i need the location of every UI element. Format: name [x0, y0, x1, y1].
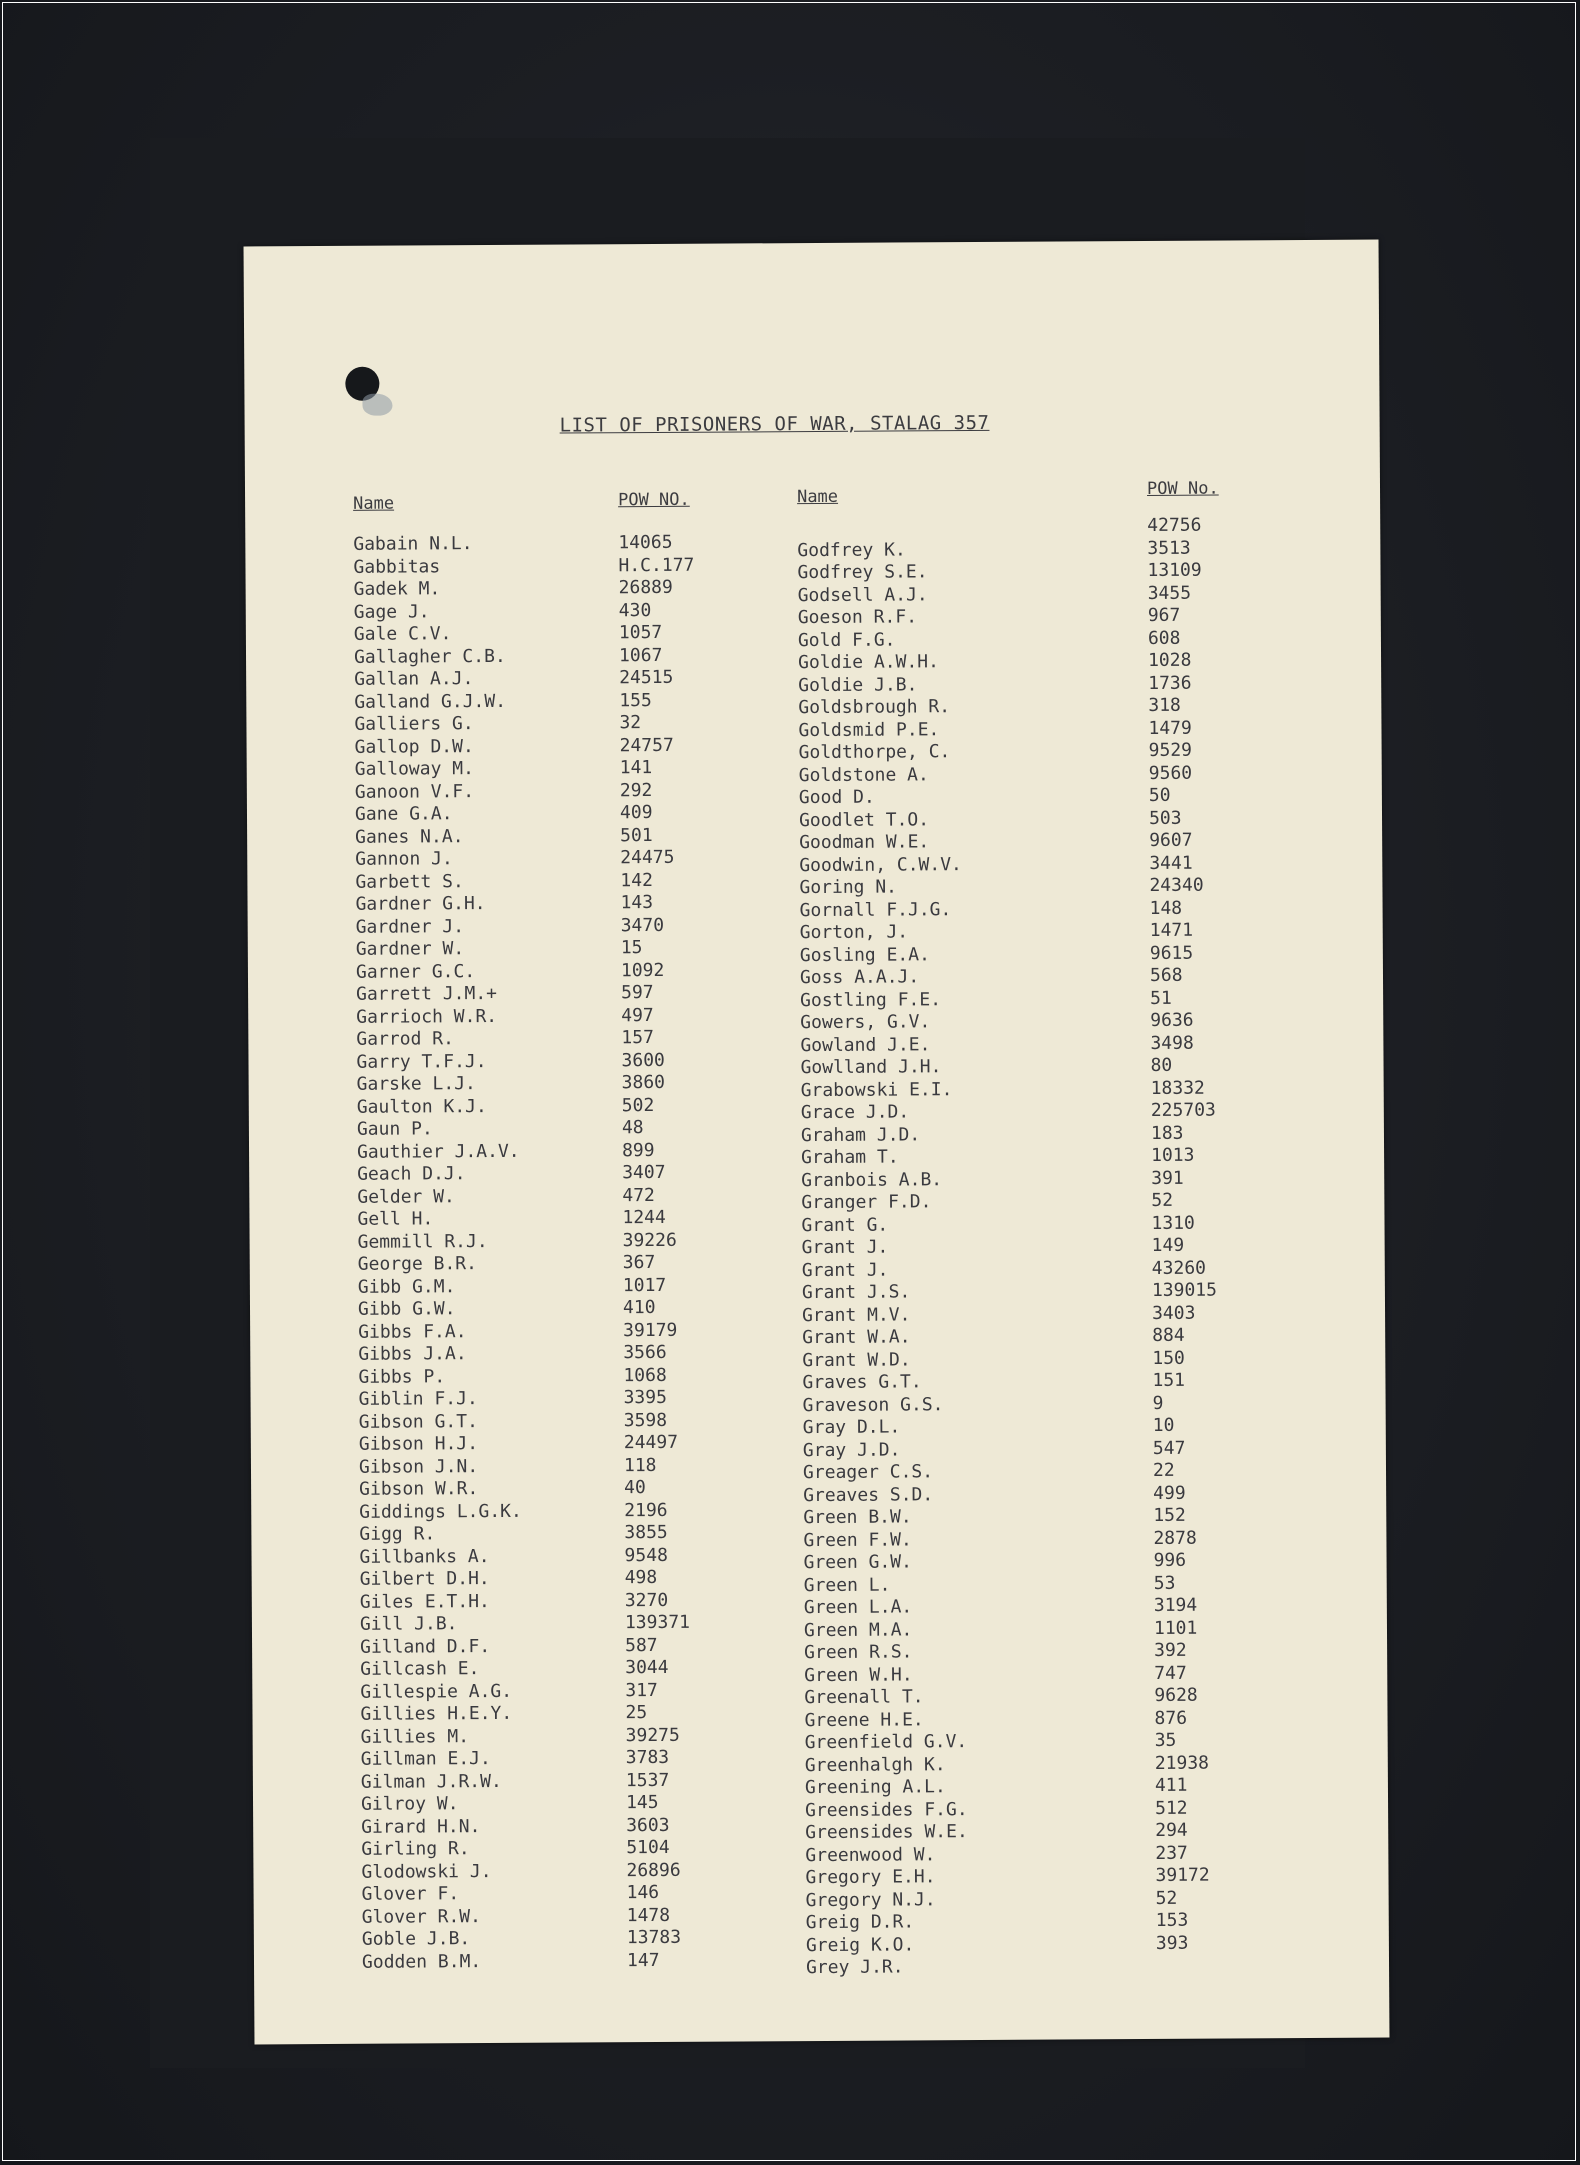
prisoner-name: Greig D.R. — [805, 1911, 915, 1934]
pow-number: 967 — [1147, 604, 1181, 626]
pow-number: 1028 — [1148, 649, 1192, 671]
pow-number: 3513 — [1147, 537, 1191, 559]
pow-number: 499 — [1153, 1482, 1186, 1504]
scan-border — [2, 2, 1576, 2161]
pow-number: 150 — [1152, 1347, 1185, 1369]
pow-number: 143 — [620, 891, 654, 914]
prisoner-name: Gaulton K.J. — [356, 1095, 487, 1118]
prisoner-name: Granbois A.B. — [801, 1168, 943, 1191]
prisoner-name: Giddings L.G.K. — [359, 1500, 522, 1523]
prisoner-name: Gregory E.H. — [805, 1866, 936, 1889]
prisoner-name: Gigg R. — [359, 1523, 436, 1545]
prisoner-name: Glover F. — [361, 1883, 460, 1905]
pow-number: 3860 — [621, 1071, 666, 1094]
prisoner-name: Gillies H.E.Y. — [360, 1702, 513, 1725]
pow-number: 367 — [622, 1251, 656, 1274]
prisoner-name: Garner G.C. — [355, 960, 476, 983]
pow-number: 393 — [1155, 1932, 1189, 1954]
pow-number: 18332 — [1150, 1077, 1205, 1099]
pow-number: 21938 — [1154, 1752, 1210, 1774]
pow-number: 1017 — [622, 1274, 667, 1296]
pow-number: 1013 — [1151, 1144, 1195, 1166]
prisoner-name: Gilman J.R.W. — [360, 1770, 502, 1793]
prisoner-name: Gilbert D.H. — [359, 1568, 490, 1590]
pow-number: 318 — [1148, 694, 1181, 716]
prisoner-name: Goodlet T.O. — [798, 808, 930, 831]
pow-number: 1092 — [620, 959, 665, 981]
prisoner-name: Giblin F.J. — [358, 1388, 478, 1410]
pow-number: 39179 — [623, 1319, 678, 1341]
pow-number: 237 — [1155, 1842, 1188, 1864]
pow-number: 24515 — [619, 666, 674, 689]
pow-number: 141 — [619, 756, 653, 779]
prisoner-name: Gilroy W. — [360, 1793, 459, 1815]
prisoner-name: Greenhalgh K. — [804, 1753, 946, 1776]
pow-number: 501 — [620, 824, 653, 846]
pow-number: 24475 — [620, 846, 675, 869]
pow-number: 9548 — [624, 1544, 668, 1566]
prisoner-name: Gallagher C.B. — [353, 645, 506, 668]
prisoner-name: Gorton, J. — [799, 921, 909, 944]
pow-number: 411 — [1154, 1774, 1188, 1796]
pow-number: 391 — [1151, 1167, 1184, 1189]
pow-number: 3395 — [623, 1386, 667, 1409]
pow-number: 597 — [621, 981, 654, 1004]
prisoner-name: Gabain N.L. — [353, 533, 473, 555]
pow-number: 3407 — [622, 1161, 666, 1184]
prisoner-name: Girard H.N. — [361, 1815, 481, 1838]
pow-number: 430 — [618, 599, 652, 621]
pow-number: 9 — [1152, 1392, 1164, 1414]
pow-number: 1736 — [1148, 672, 1192, 694]
prisoner-name: Greensides F.G. — [805, 1798, 968, 1821]
pow-number: 26889 — [618, 576, 673, 599]
prisoner-name: Gelder W. — [357, 1185, 455, 1208]
prisoner-name: Godsell A.J. — [797, 583, 928, 606]
prisoner-name: Gregory N.J. — [805, 1888, 936, 1911]
prisoner-name: Garrod R. — [356, 1028, 454, 1050]
pow-number: 3194 — [1153, 1594, 1198, 1616]
pow-number: 155 — [619, 689, 652, 711]
pow-number: 1471 — [1149, 919, 1194, 941]
pow-number: 39275 — [625, 1724, 680, 1746]
pow-number: 24757 — [619, 734, 674, 756]
pow-number: 3044 — [625, 1656, 669, 1679]
prisoner-name: Graves G.T. — [802, 1371, 922, 1394]
pow-number: 9615 — [1149, 942, 1194, 964]
pow-number: 392 — [1154, 1639, 1187, 1661]
prisoner-name: Gillbanks A. — [359, 1545, 490, 1568]
pow-number: 14065 — [618, 531, 673, 554]
pow-number: 39172 — [1155, 1864, 1210, 1886]
prisoner-name: Greening A.L. — [804, 1776, 946, 1799]
prisoner-name: Gosling E.A. — [799, 943, 930, 966]
pow-number: 547 — [1152, 1437, 1186, 1459]
pow-number: 9529 — [1148, 739, 1193, 761]
pow-number: 3498 — [1150, 1032, 1194, 1054]
prisoner-name: Good D. — [798, 786, 875, 809]
pow-number: 2196 — [624, 1499, 668, 1521]
prisoner-name: Goldie J.B. — [798, 673, 918, 696]
pow-number: 24340 — [1149, 874, 1204, 896]
right-pow-header: POW No. — [1146, 478, 1219, 499]
pow-number: 884 — [1152, 1324, 1185, 1346]
prisoner-name: Green W.H. — [804, 1663, 913, 1686]
pow-number: 9636 — [1150, 1009, 1194, 1031]
prisoner-name: Grant G. — [801, 1214, 889, 1236]
pow-number: 3403 — [1151, 1302, 1196, 1324]
pow-number: 142 — [620, 869, 653, 891]
pow-number: 43260 — [1151, 1257, 1207, 1279]
prisoner-name: Gibson H.J. — [358, 1433, 479, 1455]
pow-number: 1057 — [618, 621, 663, 644]
pow-number: 1537 — [625, 1769, 670, 1791]
prisoner-name: Gray D.L. — [802, 1416, 901, 1439]
prisoner-name: Green F.W. — [803, 1528, 912, 1551]
prisoner-name: George B.R. — [357, 1253, 478, 1275]
prisoner-name: Greenfield G.V. — [804, 1731, 968, 1754]
prisoner-name: Gillcash E. — [360, 1658, 480, 1680]
prisoner-name: Galland G.J.W. — [354, 690, 507, 713]
prisoner-name: Graveson G.S. — [802, 1393, 944, 1416]
prisoner-name: Garbett S. — [355, 870, 464, 893]
document-title: LIST OF PRISONERS OF WAR, STALAG 357 — [559, 411, 990, 437]
prisoner-name: Godfrey K. — [797, 538, 906, 561]
pow-number: 151 — [1152, 1369, 1186, 1391]
prisoner-name: Gillespie A.G. — [360, 1680, 513, 1703]
prisoner-name: Gardner J. — [355, 915, 465, 938]
pow-number: 747 — [1154, 1662, 1187, 1684]
pow-number: 3270 — [624, 1589, 669, 1611]
pow-number: 497 — [621, 1004, 654, 1026]
prisoner-name: Gaun P. — [356, 1118, 433, 1140]
pow-number: 3855 — [624, 1521, 668, 1544]
pow-number: 32 — [619, 712, 642, 734]
pow-number: 50 — [1148, 784, 1171, 806]
pow-number: 503 — [1148, 807, 1182, 829]
pow-number: 502 — [621, 1094, 655, 1116]
pow-number: 52 — [1155, 1887, 1178, 1909]
pow-number: 139371 — [624, 1611, 691, 1634]
prisoner-name: Goring N. — [799, 876, 898, 899]
prisoner-name: Gornall F.J.G. — [799, 898, 952, 921]
pow-number: 118 — [623, 1454, 657, 1476]
pow-number: 3600 — [621, 1049, 665, 1071]
pow-number: 5104 — [626, 1836, 670, 1859]
prisoner-name: Garry T.F.J. — [356, 1050, 487, 1073]
pow-number: 52 — [1151, 1189, 1174, 1211]
pow-number: 1101 — [1153, 1617, 1198, 1639]
pow-number: 183 — [1150, 1122, 1184, 1144]
prisoner-name: Gallop D.W. — [354, 735, 474, 758]
pow-number: 9607 — [1149, 829, 1193, 851]
pow-number: H.C.177 — [618, 554, 695, 576]
pow-number: 10 — [1152, 1414, 1175, 1436]
pow-number: 1478 — [626, 1904, 671, 1926]
pow-number: 48 — [621, 1117, 644, 1139]
prisoner-name: Greenwood W. — [805, 1843, 936, 1866]
pow-number: 15 — [620, 937, 643, 959]
right-name-header: Name — [796, 486, 839, 508]
pow-number: 148 — [1149, 897, 1183, 919]
prisoner-name: Goeson R.F. — [797, 606, 918, 629]
pow-number: 899 — [621, 1139, 655, 1161]
prisoner-name: Garrett J.M.+ — [356, 982, 498, 1005]
pow-number: 996 — [1153, 1549, 1187, 1571]
prisoner-name: Gowland J.E. — [800, 1033, 931, 1056]
pow-number: 9628 — [1154, 1684, 1198, 1706]
pow-number: 410 — [622, 1296, 656, 1319]
prisoner-name: Gray J.D. — [802, 1438, 901, 1461]
prisoner-name: Grant W.A. — [802, 1326, 911, 1349]
prisoner-name: Grant J. — [801, 1259, 889, 1281]
prisoner-name: Gillman E.J. — [360, 1748, 491, 1770]
pow-number: 13109 — [1147, 559, 1202, 581]
pow-number: 26896 — [626, 1859, 681, 1881]
prisoner-name: Godfrey S.E. — [797, 561, 928, 584]
pow-number: 608 — [1147, 627, 1181, 649]
prisoner-name: Green M.A. — [803, 1618, 913, 1641]
prisoner-name: Gardner G.H. — [355, 893, 486, 915]
prisoner-name: Gill J.B. — [359, 1613, 458, 1635]
prisoner-name: Giles E.T.H. — [359, 1590, 490, 1613]
pow-number: 53 — [1153, 1572, 1176, 1594]
prisoner-name: Gibson W.R. — [359, 1478, 479, 1500]
pow-number: 1244 — [622, 1206, 666, 1229]
pow-number: 9560 — [1148, 762, 1193, 784]
pow-number: 294 — [1155, 1819, 1188, 1841]
prisoner-name: Gauthier J.A.V. — [356, 1140, 520, 1163]
pow-number: 472 — [622, 1184, 655, 1206]
prisoner-name: Goldthorpe, C. — [798, 741, 951, 764]
prisoner-name: Gowers, G.V. — [800, 1011, 931, 1034]
pow-number: 2878 — [1153, 1527, 1197, 1549]
prisoner-name: Gadek M. — [353, 578, 441, 600]
prisoner-name: Granger F.D. — [801, 1191, 932, 1214]
prisoner-name: Glodowski J. — [361, 1860, 492, 1883]
prisoner-name: Goldstone A. — [798, 763, 929, 786]
prisoner-name: Gallan A.J. — [354, 668, 474, 690]
prisoner-name: Garrioch W.R. — [356, 1005, 498, 1028]
prisoner-name: Goldsmid P.E. — [798, 718, 940, 741]
pow-number: 3455 — [1147, 582, 1192, 604]
pow-number: 51 — [1150, 987, 1172, 1009]
pow-number: 1479 — [1148, 717, 1192, 739]
prisoner-name: Gannon J. — [355, 848, 453, 870]
pow-number: 40 — [624, 1477, 646, 1499]
left-name-header: Name — [353, 493, 395, 514]
prisoner-name: Godden B.M. — [361, 1950, 482, 1973]
prisoner-name: Gostling F.E. — [800, 988, 942, 1011]
pow-number: 876 — [1154, 1707, 1188, 1729]
prisoner-name: Greig K.O. — [805, 1933, 915, 1956]
prisoner-name: Geach D.J. — [357, 1163, 466, 1185]
prisoner-name: Grabowski E.I. — [800, 1078, 953, 1101]
prisoner-name: Gibbs F.A. — [358, 1320, 467, 1343]
pow-number: 409 — [619, 801, 653, 824]
prisoner-name: Gemmill R.J. — [357, 1230, 488, 1253]
prisoner-name: Goodwin, C.W.V. — [799, 853, 962, 876]
pow-number: 145 — [625, 1791, 659, 1814]
prisoner-name: Girling R. — [361, 1838, 470, 1860]
prisoner-name: Greenall T. — [804, 1686, 924, 1709]
prisoner-name: Ganes N.A. — [355, 825, 464, 848]
prisoner-name: Gane G.A. — [354, 803, 453, 825]
pow-number: 35 — [1154, 1729, 1177, 1751]
prisoner-name: Galliers G. — [354, 713, 474, 735]
pow-number: 146 — [626, 1881, 660, 1904]
prisoner-name: Gabbitas — [353, 555, 441, 578]
prisoner-name: Greene H.E. — [804, 1708, 924, 1731]
pow-number: 42756 — [1147, 514, 1202, 536]
prisoner-name: Gale C.V. — [353, 623, 452, 645]
pow-number: 3470 — [620, 914, 665, 936]
pow-number: 498 — [624, 1566, 658, 1589]
pow-number: 1310 — [1151, 1212, 1195, 1234]
prisoner-name: Greager C.S. — [802, 1461, 934, 1484]
prisoner-name: Greaves S.D. — [803, 1483, 934, 1506]
prisoner-name: Green R.S. — [804, 1641, 913, 1664]
prisoner-name: Gibb G.M. — [357, 1275, 456, 1298]
prisoner-name: Grace J.D. — [800, 1101, 910, 1124]
prisoner-name: Gilland D.F. — [360, 1635, 491, 1658]
prisoner-name: Greensides W.E. — [805, 1821, 968, 1844]
prisoner-name: Goldsbrough R. — [798, 696, 951, 719]
prisoner-name: Grant W.D. — [802, 1348, 911, 1371]
pow-number: 3783 — [625, 1746, 670, 1769]
prisoner-name: Gibson J.N. — [358, 1455, 479, 1478]
pow-number: 3603 — [626, 1814, 670, 1836]
pow-number: 139015 — [1151, 1279, 1218, 1301]
prisoner-name: Glover R.W. — [361, 1905, 482, 1928]
pow-number: 152 — [1153, 1504, 1186, 1526]
prisoner-name: Green L.A. — [803, 1596, 913, 1619]
pow-number: 587 — [625, 1634, 658, 1656]
prisoner-name: Gage J. — [353, 600, 430, 623]
prisoner-name: Gibbs J.A. — [358, 1343, 467, 1365]
prisoner-name: Graham J.D. — [800, 1123, 921, 1146]
prisoner-name: Goodman W.E. — [799, 831, 930, 854]
prisoner-name: Galloway M. — [354, 758, 474, 780]
pow-number: 225703 — [1150, 1099, 1216, 1121]
pow-number: 153 — [1155, 1909, 1189, 1931]
prisoner-name: Grant M.V. — [801, 1303, 911, 1326]
prisoner-name: Gibbs P. — [358, 1365, 446, 1388]
pow-number: 147 — [626, 1949, 660, 1971]
prisoner-name: Green G.W. — [803, 1551, 913, 1574]
pow-number: 3598 — [623, 1409, 668, 1431]
pow-number: 1067 — [618, 644, 663, 666]
pow-number: 1068 — [623, 1364, 667, 1386]
prisoner-name: Ganoon V.F. — [354, 780, 475, 803]
pow-number: 157 — [621, 1026, 654, 1049]
pow-number: 24497 — [623, 1431, 679, 1454]
pow-number: 3441 — [1149, 852, 1193, 874]
prisoner-name: Gell H. — [357, 1208, 434, 1230]
pow-number: 512 — [1155, 1797, 1188, 1819]
prisoner-name: Grey J.R. — [805, 1956, 904, 1979]
left-pow-header: POW NO. — [618, 489, 690, 511]
pow-number: 80 — [1150, 1054, 1173, 1076]
pow-number: 25 — [625, 1702, 648, 1724]
prisoner-name: Green L. — [803, 1574, 891, 1596]
prisoner-name: Goble J.B. — [361, 1928, 471, 1950]
pow-number: 149 — [1151, 1234, 1185, 1256]
prisoner-name: Graham T. — [801, 1146, 899, 1169]
prisoner-name: Gillies M. — [360, 1725, 470, 1748]
pow-number: 317 — [625, 1679, 658, 1701]
prisoner-name: Grant J.S. — [801, 1281, 911, 1304]
prisoner-name: Garske L.J. — [356, 1073, 476, 1095]
prisoner-name: Gardner W. — [355, 938, 465, 960]
prisoner-name: Gibb G.W. — [357, 1298, 456, 1320]
prisoner-name: Goss A.A.J. — [799, 966, 920, 989]
prisoner-name: Goldie A.W.H. — [798, 651, 940, 674]
prisoner-name: Grant J. — [801, 1236, 889, 1259]
pow-number: 22 — [1152, 1459, 1175, 1481]
prisoner-name: Gold F.G. — [797, 629, 896, 651]
prisoner-name: Green B.W. — [803, 1506, 912, 1529]
pow-number: 3566 — [623, 1341, 667, 1364]
prisoner-name: Gowlland J.H. — [800, 1056, 942, 1079]
pow-number: 13783 — [626, 1926, 682, 1949]
pow-number: 292 — [619, 779, 653, 801]
prisoner-name: Gibson G.T. — [358, 1410, 478, 1433]
pow-number: 568 — [1149, 964, 1183, 986]
pow-number: 39226 — [622, 1229, 677, 1251]
